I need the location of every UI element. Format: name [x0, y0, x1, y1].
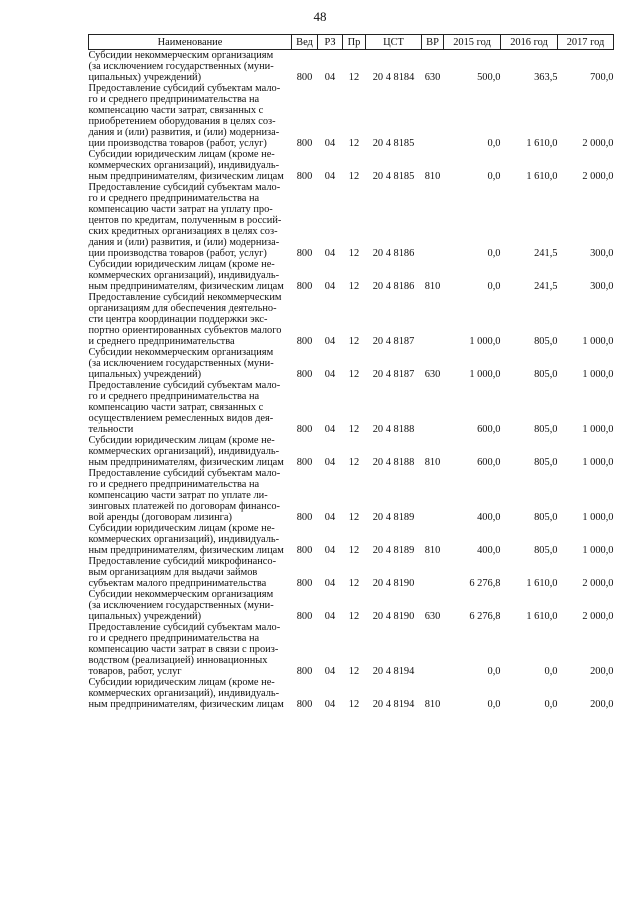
- cell-ved: 800: [296, 336, 313, 347]
- name-line: го и среднего предпринимательства на: [88, 633, 260, 644]
- cell-ved: 800: [296, 545, 313, 556]
- cell-ved: 800: [296, 611, 313, 622]
- cell-cst: 20 4 8190: [372, 611, 415, 622]
- cell-2017: 2 000,0: [582, 138, 614, 149]
- name-line: ным предпринимателям, физическим лицам: [88, 171, 284, 182]
- name-line: (за исключением государственных (муни-: [88, 61, 274, 72]
- name-line: го и среднего предпринимательства на: [88, 193, 260, 204]
- name-line: субъектам малого предпринимательства: [88, 578, 267, 589]
- name-line: го и среднего предпринимательства на: [88, 391, 260, 402]
- cell-pr: 12: [348, 72, 360, 83]
- cell-2015: 0,0: [487, 171, 501, 182]
- cell-rz: 04: [324, 281, 336, 292]
- cell-rz: 04: [324, 336, 336, 347]
- name-line: осуществлением ремесленных видов дея-: [88, 413, 274, 424]
- cell-2017: 1 000,0: [582, 512, 614, 523]
- cell-2016: 805,0: [534, 545, 558, 556]
- cell-rz: 04: [324, 457, 336, 468]
- cell-2015: 400,0: [477, 545, 501, 556]
- cell-2015: 500,0: [477, 72, 501, 83]
- cell-cst: 20 4 8194: [372, 666, 415, 677]
- cell-vr: 810: [424, 457, 441, 468]
- name-line: ции производства товаров (работ, услуг): [88, 248, 267, 259]
- name-line: компенсацию части затрат в связи с произ-: [88, 644, 279, 655]
- name-line: Предоставление субсидий субъектам мало-: [88, 468, 281, 479]
- cell-name: [89, 677, 292, 710]
- cell-vr: 810: [424, 545, 441, 556]
- table-row: [89, 149, 614, 182]
- cell-2017: 300,0: [590, 248, 614, 259]
- cell-vr: 630: [424, 72, 441, 83]
- name-line: Предоставление субсидий субъектам мало-: [88, 83, 281, 94]
- cell-cst: 20 4 8190: [372, 578, 415, 589]
- name-line: зинговых платежей по договорам финансо-: [88, 501, 280, 512]
- name-line: коммерческих организаций), индивидуаль-: [88, 160, 280, 171]
- cell-pr: 12: [348, 369, 360, 380]
- header-vr: ВР: [422, 35, 444, 50]
- name-line: ции производства товаров (работ, услуг): [88, 138, 267, 149]
- name-line: Субсидии юридическим лицам (кроме не-: [88, 259, 275, 270]
- name-line: Предоставление субсидий субъектам мало-: [88, 380, 281, 391]
- header-pr: Пр: [343, 35, 366, 50]
- name-line: коммерческих организаций), индивидуаль-: [88, 688, 280, 699]
- cell-cst: 20 4 8188: [372, 424, 415, 435]
- name-line: ным предпринимателям, физическим лицам: [88, 457, 284, 468]
- cell-cst: 20 4 8184: [372, 72, 415, 83]
- name-line: Субсидии некоммерческим организациям: [88, 347, 274, 358]
- name-line: дания и (или) развития, и (или) модерниза-: [88, 127, 280, 138]
- table-row: [89, 259, 614, 292]
- cell-name: [89, 523, 292, 556]
- cell-rz: 04: [324, 369, 336, 380]
- cell-name: [89, 149, 292, 182]
- cell-2016: 241,5: [534, 281, 558, 292]
- cell-vr: 810: [424, 171, 441, 182]
- cell-cst: 20 4 8185: [372, 171, 415, 182]
- cell-2015: 1 000,0: [469, 369, 501, 380]
- table-header-row: [89, 35, 614, 50]
- cell-rz: 04: [324, 138, 336, 149]
- header-ved: Вед: [292, 35, 318, 50]
- cell-name: [89, 292, 292, 347]
- cell-rz: 04: [324, 248, 336, 259]
- cell-2016: 363,5: [534, 72, 558, 83]
- name-line: Субсидии некоммерческим организациям: [88, 50, 274, 61]
- cell-2017: 2 000,0: [582, 171, 614, 182]
- cell-vr: [422, 182, 444, 259]
- cell-ved: 800: [296, 457, 313, 468]
- cell-pr: 12: [348, 138, 360, 149]
- cell-name: [89, 589, 292, 622]
- name-line: Предоставление субсидий субъектам мало-: [88, 182, 281, 193]
- name-line: компенсацию части затрат на уплату про-: [88, 204, 273, 215]
- name-line: Предоставление субсидий некоммерческим: [88, 292, 282, 303]
- cell-2016: 1 610,0: [526, 578, 558, 589]
- name-line: ских кредитных организациях в целях соз-: [88, 226, 278, 237]
- name-line: Субсидии юридическим лицам (кроме не-: [88, 149, 275, 160]
- name-line: ципальных) учреждений): [88, 611, 202, 622]
- cell-ved: 800: [296, 248, 313, 259]
- cell-2015: 6 276,8: [469, 611, 501, 622]
- cell-name: [89, 259, 292, 292]
- name-line: компенсацию части затрат по уплате ли-: [88, 490, 268, 501]
- cell-pr: 12: [348, 578, 360, 589]
- cell-2015: 600,0: [477, 424, 501, 435]
- table-row: [89, 435, 614, 468]
- name-line: коммерческих организаций), индивидуаль-: [88, 534, 280, 545]
- cell-pr: 12: [348, 248, 360, 259]
- name-line: центов по кредитам, полученным в россий-: [88, 215, 282, 226]
- cell-name: [89, 468, 292, 523]
- cell-name: [89, 83, 292, 149]
- name-line: Субсидии юридическим лицам (кроме не-: [88, 677, 275, 688]
- cell-vr: [422, 556, 444, 589]
- cell-2017: 1 000,0: [582, 545, 614, 556]
- name-line: Предоставление субсидий микрофинансо-: [88, 556, 277, 567]
- cell-ved: 800: [296, 138, 313, 149]
- table-row: [89, 50, 614, 84]
- name-line: дания и (или) развития, и (или) модерниза-: [88, 237, 280, 248]
- cell-2017: 300,0: [590, 281, 614, 292]
- table-row: [89, 556, 614, 589]
- name-line: водством (реализацией) инновационных: [88, 655, 268, 666]
- cell-rz: 04: [324, 578, 336, 589]
- cell-rz: 04: [324, 512, 336, 523]
- cell-vr: [422, 292, 444, 347]
- cell-2016: 1 610,0: [526, 171, 558, 182]
- cell-2015: 0,0: [487, 138, 501, 149]
- cell-ved: 800: [296, 424, 313, 435]
- table-row: [89, 380, 614, 435]
- header-2016: 2016 год: [501, 35, 558, 50]
- cell-pr: 12: [348, 424, 360, 435]
- cell-name: [89, 556, 292, 589]
- header-name: Наименование: [89, 35, 292, 50]
- name-line: коммерческих организаций), индивидуаль-: [88, 446, 280, 457]
- cell-pr: 12: [348, 545, 360, 556]
- cell-2016: 805,0: [534, 512, 558, 523]
- cell-2016: 805,0: [534, 369, 558, 380]
- name-line: организациям для обеспечения деятельно-: [88, 303, 277, 314]
- cell-cst: 20 4 8187: [372, 336, 415, 347]
- name-line: сти центра координации поддержки экс-: [88, 314, 268, 325]
- cell-2016: 1 610,0: [526, 138, 558, 149]
- cell-rz: 04: [324, 424, 336, 435]
- cell-cst: 20 4 8189: [372, 512, 415, 523]
- page-number: 48: [313, 9, 327, 24]
- cell-rz: 04: [324, 699, 336, 710]
- name-line: ципальных) учреждений): [88, 72, 202, 83]
- name-line: ным предпринимателям, физическим лицам: [88, 545, 284, 556]
- cell-2015: 1 000,0: [469, 336, 501, 347]
- cell-vr: 630: [424, 611, 441, 622]
- cell-cst: 20 4 8185: [372, 138, 415, 149]
- cell-vr: [422, 468, 444, 523]
- table-row: [89, 347, 614, 380]
- cell-cst: 20 4 8194: [372, 699, 415, 710]
- cell-ved: 800: [296, 369, 313, 380]
- cell-2016: 0,0: [544, 666, 558, 677]
- table-row: [89, 589, 614, 622]
- name-line: Субсидии юридическим лицам (кроме не-: [88, 435, 275, 446]
- cell-pr: 12: [348, 336, 360, 347]
- name-line: ципальных) учреждений): [88, 369, 202, 380]
- table-row: [89, 677, 614, 710]
- cell-name: [89, 622, 292, 677]
- name-line: тельности: [88, 424, 134, 435]
- cell-ved: 800: [296, 578, 313, 589]
- cell-rz: 04: [324, 171, 336, 182]
- cell-2015: 0,0: [487, 666, 501, 677]
- cell-cst: 20 4 8186: [372, 281, 415, 292]
- name-line: Предоставление субсидий субъектам мало-: [88, 622, 281, 633]
- header-cst: ЦСТ: [366, 35, 422, 50]
- cell-2017: 200,0: [590, 699, 614, 710]
- cell-name: [89, 347, 292, 380]
- cell-ved: 800: [296, 171, 313, 182]
- cell-ved: 800: [296, 281, 313, 292]
- cell-rz: 04: [324, 666, 336, 677]
- table-body: [89, 50, 614, 711]
- cell-2015: 0,0: [487, 248, 501, 259]
- cell-2017: 1 000,0: [582, 369, 614, 380]
- name-line: ным предпринимателям, физическим лицам: [88, 281, 284, 292]
- cell-cst: 20 4 8187: [372, 369, 415, 380]
- cell-2017: 1 000,0: [582, 336, 614, 347]
- cell-2017: 200,0: [590, 666, 614, 677]
- cell-pr: 12: [348, 699, 360, 710]
- cell-2015: 400,0: [477, 512, 501, 523]
- cell-2017: 1 000,0: [582, 424, 614, 435]
- cell-pr: 12: [348, 171, 360, 182]
- cell-2016: 1 610,0: [526, 611, 558, 622]
- cell-vr: [422, 622, 444, 677]
- cell-rz: 04: [324, 545, 336, 556]
- cell-2015: 0,0: [487, 699, 501, 710]
- name-line: компенсацию части затрат, связанных с: [88, 402, 264, 413]
- name-line: коммерческих организаций), индивидуаль-: [88, 270, 280, 281]
- name-line: приобретением оборудования в целях соз-: [88, 116, 276, 127]
- name-line: Субсидии юридическим лицам (кроме не-: [88, 523, 275, 534]
- header-2017: 2017 год: [558, 35, 614, 50]
- cell-name: [89, 182, 292, 259]
- cell-vr: 810: [424, 281, 441, 292]
- name-line: Субсидии некоммерческим организациям: [88, 589, 274, 600]
- cell-ved: 800: [296, 72, 313, 83]
- cell-pr: 12: [348, 512, 360, 523]
- cell-name: [89, 435, 292, 468]
- cell-cst: 20 4 8189: [372, 545, 415, 556]
- cell-2016: 0,0: [544, 699, 558, 710]
- cell-name: [89, 50, 292, 84]
- cell-2015: 6 276,8: [469, 578, 501, 589]
- cell-name: [89, 380, 292, 435]
- cell-2015: 0,0: [487, 281, 501, 292]
- header-2015: 2015 год: [444, 35, 501, 50]
- cell-pr: 12: [348, 666, 360, 677]
- table-row: [89, 468, 614, 523]
- cell-ved: 800: [296, 512, 313, 523]
- name-line: товаров, работ, услуг: [88, 666, 182, 677]
- cell-vr: [422, 380, 444, 435]
- header-rz: РЗ: [318, 35, 343, 50]
- cell-rz: 04: [324, 72, 336, 83]
- cell-2016: 805,0: [534, 336, 558, 347]
- cell-vr: 810: [424, 699, 441, 710]
- cell-2016: 805,0: [534, 457, 558, 468]
- table-row: [89, 182, 614, 259]
- cell-2016: 241,5: [534, 248, 558, 259]
- cell-2017: 2 000,0: [582, 611, 614, 622]
- cell-2015: 600,0: [477, 457, 501, 468]
- cell-cst: 20 4 8186: [372, 248, 415, 259]
- table-row: [89, 523, 614, 556]
- cell-vr: [422, 83, 444, 149]
- table-row: [89, 622, 614, 677]
- name-line: го и среднего предпринимательства на: [88, 479, 260, 490]
- cell-cst: 20 4 8188: [372, 457, 415, 468]
- cell-pr: 12: [348, 457, 360, 468]
- name-line: (за исключением государственных (муни-: [88, 358, 274, 369]
- cell-ved: 800: [296, 666, 313, 677]
- name-line: и среднего предпринимательства: [88, 336, 235, 347]
- name-line: (за исключением государственных (муни-: [88, 600, 274, 611]
- cell-2017: 700,0: [590, 72, 614, 83]
- name-line: вой аренды (договорам лизинга): [88, 512, 232, 523]
- table-row: [89, 83, 614, 149]
- table-row: [89, 292, 614, 347]
- name-line: портно ориентированных субъектов малого: [88, 325, 282, 336]
- cell-2017: 1 000,0: [582, 457, 614, 468]
- name-line: ным предпринимателям, физическим лицам: [88, 699, 284, 710]
- cell-rz: 04: [324, 611, 336, 622]
- cell-pr: 12: [348, 611, 360, 622]
- name-line: го и среднего предпринимательства на: [88, 94, 260, 105]
- name-line: вым организациям для выдачи займов: [88, 567, 258, 578]
- cell-ved: 800: [296, 699, 313, 710]
- cell-2017: 2 000,0: [582, 578, 614, 589]
- cell-2016: 805,0: [534, 424, 558, 435]
- cell-pr: 12: [348, 281, 360, 292]
- name-line: компенсацию части затрат, связанных с: [88, 105, 264, 116]
- budget-table: [88, 34, 614, 710]
- cell-vr: 630: [424, 369, 441, 380]
